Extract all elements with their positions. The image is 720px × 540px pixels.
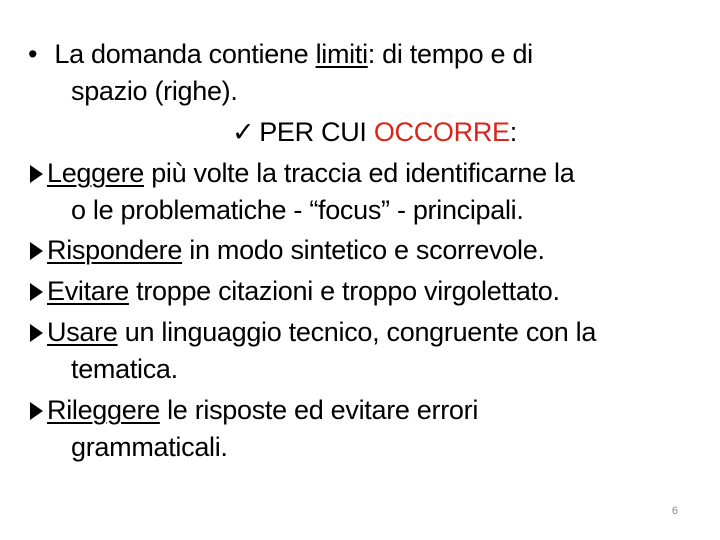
intro-continuation: spazio (righe).: [71, 76, 238, 106]
arrowhead-bullet-icon: [30, 165, 43, 183]
intro-line: [28, 38, 533, 70]
list-item-continuation: o le problematiche - “focus” - principali.: [71, 195, 524, 225]
intro-keyword: limiti: [315, 39, 368, 69]
item-verb: Rispondere: [47, 235, 183, 265]
list-item-continuation: tematica.: [71, 354, 178, 384]
list-item-continuation: grammaticali.: [71, 432, 228, 462]
item-text: le risposte ed evitare errori: [159, 395, 479, 425]
round-bullet-icon: •: [28, 39, 38, 69]
item-verb: Evitare: [47, 276, 129, 306]
intro-text-pre: La domanda contiene: [54, 39, 316, 69]
checkmark-icon: ✓: [232, 117, 255, 147]
item-text: più volte la traccia ed identificarne la: [144, 158, 575, 188]
list-item: [30, 394, 478, 426]
item-text: in modo sintetico e scorrevole.: [182, 235, 545, 265]
item-text: troppe citazioni e troppo virgolettato.: [128, 276, 560, 306]
heading-post: :: [509, 117, 517, 147]
page-number: 6: [671, 505, 678, 517]
arrowhead-bullet-icon: [30, 242, 43, 260]
item-verb: Leggere: [47, 158, 144, 188]
item-verb: Rileggere: [47, 395, 160, 425]
list-item: [30, 275, 560, 307]
list-item: [30, 157, 574, 189]
heading-pre: PER CUI: [259, 117, 374, 147]
intro-text-post: : di tempo e di: [367, 39, 533, 69]
list-item: [30, 234, 545, 266]
item-text: un linguaggio tecnico, congruente con la: [117, 317, 597, 347]
heading-line: [232, 116, 517, 148]
arrowhead-bullet-icon: [30, 324, 43, 342]
list-item: [30, 316, 596, 348]
heading-accent: OCCORRE: [373, 117, 510, 147]
arrowhead-bullet-icon: [30, 402, 43, 420]
item-verb: Usare: [47, 317, 118, 347]
arrowhead-bullet-icon: [30, 283, 43, 301]
